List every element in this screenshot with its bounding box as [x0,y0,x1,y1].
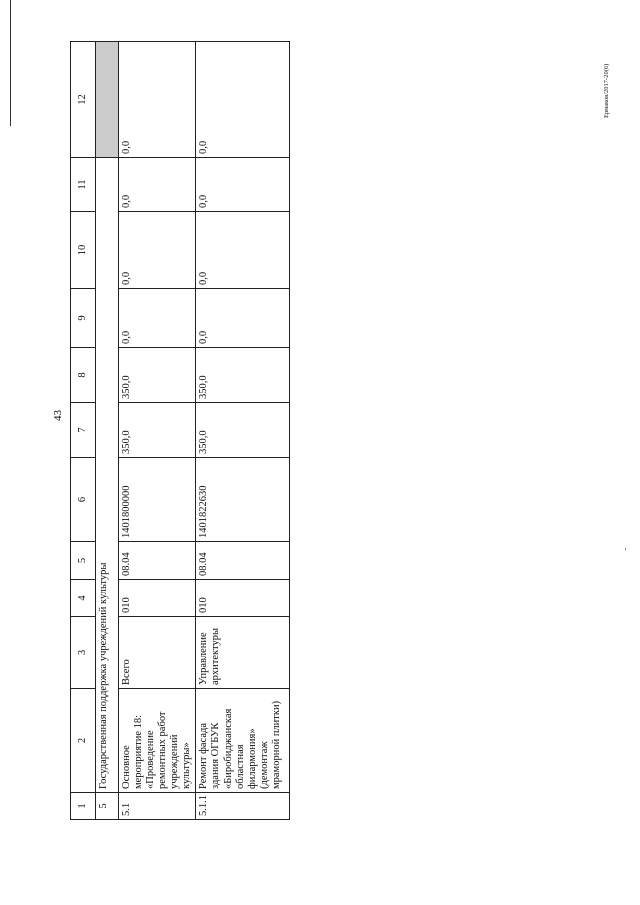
row-executor: Управление архитектуры [196,617,290,689]
row-target-code: 1401800000 [119,458,196,542]
row-value-8: 350,0 [119,348,196,403]
table-row [119,42,196,820]
row-value-7: 350,0 [196,403,290,458]
row-value-12: 0,0 [119,42,196,158]
header-cell-6: 6 [71,458,96,542]
header-cell-10: 10 [71,212,96,289]
header-cell-5: 5 [71,542,96,580]
header-cell-9: 9 [71,289,96,348]
section-shaded-cell [96,42,119,158]
row-number: 5.1.1 [196,793,290,820]
row-value-7: 350,0 [119,403,196,458]
budget-table [70,42,280,820]
header-row [71,42,96,820]
row-section-code: 08.04 [119,542,196,580]
header-cell-12: 12 [71,42,96,158]
row-target-code: 1401822630 [196,458,290,542]
row-code: 010 [119,580,196,617]
scan-artifact [625,548,626,550]
header-cell-3: 3 [71,617,96,689]
header-cell-8: 8 [71,348,96,403]
section-row [96,42,119,820]
row-number: 5.1 [119,793,196,820]
row-value-11: 0,0 [196,158,290,212]
section-title: Государственная поддержка учреждений культуры [96,158,119,793]
table-row [196,42,290,820]
row-section-code: 08.04 [196,542,290,580]
header-cell-2: 2 [71,689,96,793]
row-value-12: 0,0 [196,42,290,158]
row-value-10: 0,0 [119,212,196,289]
page-number: 43 [52,410,64,421]
row-value-11: 0,0 [119,158,196,212]
row-value-9: 0,0 [196,289,290,348]
row-name: Основное мероприятие 18: «Проведение ремонтных работ учреждений культуры» [119,689,196,793]
header-cell-7: 7 [71,403,96,458]
header-cell-4: 4 [71,580,96,617]
row-name: Ремонт фасада здания ОГБУК «Биробиджанская областная филармония» (демонтаж мраморной плитки) [196,689,290,793]
header-cell-11: 11 [71,158,96,212]
section-number: 5 [96,793,119,820]
row-value-9: 0,0 [119,289,196,348]
margin-line [10,0,11,126]
row-value-10: 0,0 [196,212,290,289]
row-executor: Всего [119,617,196,689]
row-code: 010 [196,580,290,617]
row-value-8: 350,0 [196,348,290,403]
document-reference: Ермаков/2017-20(6) [603,63,610,118]
header-cell-1: 1 [71,793,96,820]
